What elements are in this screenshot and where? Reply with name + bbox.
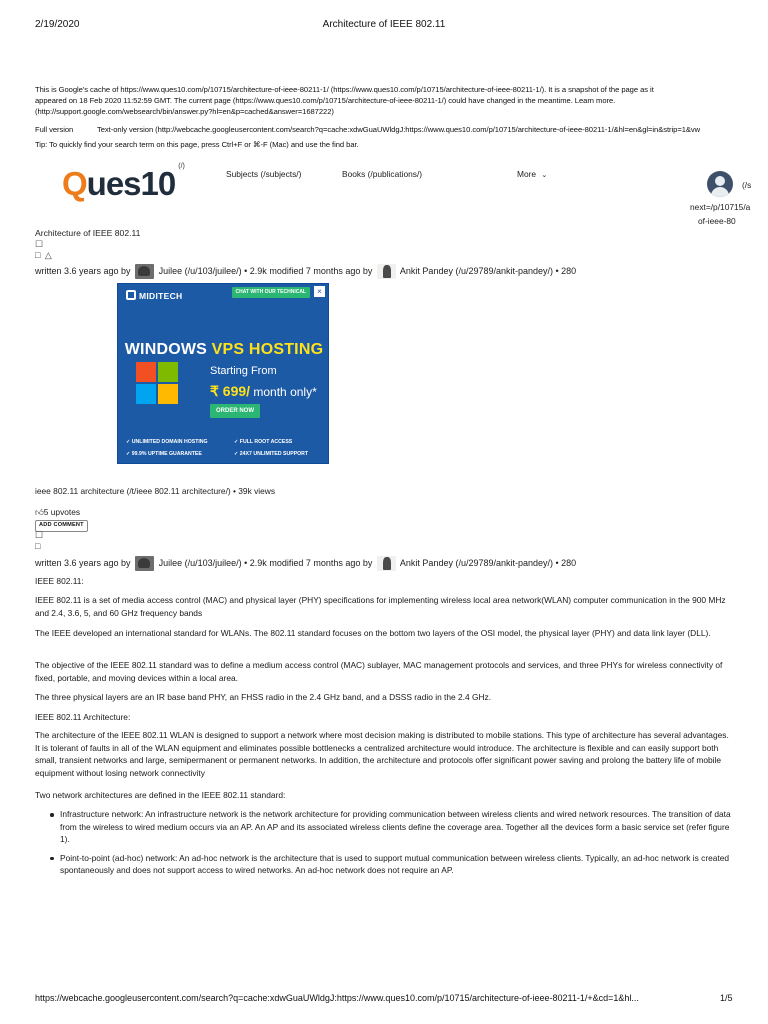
- bookmark-icon[interactable]: ☐: [35, 239, 44, 249]
- modified-label: modified 7 months ago by: [269, 265, 373, 276]
- ad-chat-button[interactable]: CHAT WITH OUR TECHNICAL: [232, 287, 310, 298]
- list-item-adhoc: Point-to-point (ad-hoc) network: An ad-hoc network is the architecture that is used to support mutual communication between wireless clients. Typically, an ad-hoc network is created spontaneously and does not support access to wired networks. An ad-hoc network does not require an AP.: [50, 852, 733, 877]
- cache-notice-line1[interactable]: This is Google's cache of https://www.ques10.com/p/10715/architecture-of-ieee-80211-1/ (https://www.ques10.com/p/10715/architecture-of-ieee-80211-1/). It is a snapshot of the page as it: [35, 85, 654, 94]
- ad-price-amount: ₹ 699/: [210, 383, 251, 399]
- windows-logo-icon: [136, 362, 180, 406]
- ad-headline-windows: WINDOWS: [124, 341, 208, 358]
- author-juilee-link[interactable]: Juilee (/u/103/juilee/) • 2.9k: [158, 265, 267, 276]
- bookmark-icon-2[interactable]: ☐: [35, 530, 44, 540]
- ad-close-icon[interactable]: ×: [314, 286, 325, 297]
- ad-headline: [118, 339, 329, 361]
- list-item-infrastructure: Infrastructure network: An infrastructure network is the network architecture for providing communication between wireless clients and wired network resources. The transition of data from the wireless to wired medium occurs via an AP. An AP and its associated wireless clients define the coverage area. Together all the devices form a basic service set (refer figure 1).: [50, 808, 733, 846]
- modified-label: modified 7 months ago by: [269, 557, 373, 568]
- ad-feature-1: ✓ UNLIMITED DOMAIN HOSTING: [126, 439, 208, 445]
- text-only-version-link[interactable]: Text-only version (http://webcache.googleusercontent.com/search?q=cache:xdwGuaUWldgJ:https://www.ques10.com/p/10715/architecture-of-ieee-80211-1/&hl=en&gl=in&strip=1&vw: [97, 125, 701, 134]
- nav-more-label: More: [517, 169, 537, 179]
- login-next-link-line2[interactable]: of-ieee-80: [698, 216, 736, 226]
- nav-subjects-link[interactable]: Subjects (/subjects/): [226, 169, 302, 179]
- ad-feature-2: ✓ FULL ROOT ACCESS: [234, 439, 293, 445]
- ad-order-now-button[interactable]: ORDER NOW: [210, 404, 260, 418]
- upvote-count: 5 upvotes: [43, 507, 81, 517]
- answer-meta: [35, 556, 576, 571]
- cache-tip: Tip: To quickly find your search term on this page, press Ctrl+F or ⌘-F (Mac) and use the find bar.: [35, 140, 359, 149]
- paragraph-4: The three physical layers are an IR base band PHY, an FHSS radio in the 2.4 GHz band, and a DSSS radio in the 2.4 GHz.: [35, 692, 492, 702]
- ad-price-suffix: month only*: [250, 385, 317, 399]
- author-juilee-link[interactable]: Juilee (/u/103/juilee/) • 2.9k: [158, 557, 267, 568]
- ad-price: [210, 382, 317, 401]
- print-date: 2/19/2020: [35, 19, 80, 30]
- thumbs-up-icon[interactable]: 👍︎: [35, 507, 44, 517]
- upvote-widget[interactable]: [35, 507, 80, 518]
- author-ankit-avatar[interactable]: [377, 556, 396, 571]
- logo-link-text: (/): [178, 163, 185, 170]
- author-ankit-link[interactable]: Ankit Pandey (/u/29789/ankit-pandey/) • 280: [399, 557, 577, 568]
- author-ankit-link[interactable]: Ankit Pandey (/u/29789/ankit-pandey/) • 280: [399, 265, 577, 276]
- written-label: written 3.6 years ago by: [35, 557, 131, 568]
- author-juilee-avatar[interactable]: [135, 556, 154, 571]
- logo-wordmark: ues10: [86, 165, 176, 202]
- paragraph-5: The architecture of the IEEE 802.11 WLAN is designed to support a network where most decision making is distributed to mobile stations. This type of architecture has several advantages. It is tolerant of faults in all of the WLAN equipment and eliminates possible bottlenecks a centralized architecture would introduce. The architecture is flexible and can easily support both small, transient networks and large, semipermanent or permanent networks. In addition, the architecture and protocols offer significant power saving and prolong the battery life of mobile equipment without losing network connectivity: [35, 730, 729, 778]
- follow-icons[interactable]: □ △: [35, 250, 53, 260]
- site-logo[interactable]: [62, 162, 185, 207]
- paragraph-2: The IEEE developed an international standard for WLANs. The 802.11 standard focuses on the bottom two layers of the OSI model, the physical layer (PHY) and data link layer (DLL).: [35, 628, 711, 638]
- post-meta: [35, 264, 576, 279]
- author-juilee-avatar[interactable]: [135, 264, 154, 279]
- paragraph-3: The objective of the IEEE 802.11 standard was to define a medium access control (MAC) sublayer, MAC management protocols and services, and three PHYs for wireless connectivity of fixed, portable, and moving devices within a local area.: [35, 660, 723, 683]
- cache-learn-more-link[interactable]: (http://support.google.com/websearch/bin/answer.py?hl=en&p=cached&answer=1687222): [35, 107, 334, 116]
- ad-feature-4: ✓ 24X7 UNLIMITED SUPPORT: [234, 451, 309, 457]
- ad-banner[interactable]: [117, 283, 329, 464]
- brand-logo-icon: [126, 290, 136, 300]
- user-profile-link[interactable]: (/s: [742, 180, 752, 190]
- paragraph-6: Two network architectures are defined in the IEEE 802.11 standard:: [35, 790, 286, 800]
- heading-architecture: IEEE 802.11 Architecture:: [35, 712, 131, 722]
- user-avatar-icon[interactable]: [707, 171, 733, 197]
- ad-brand-name: MIDITECH: [139, 291, 183, 301]
- full-version-link[interactable]: Full version: [35, 125, 74, 134]
- ad-brand: [126, 290, 182, 302]
- footer-page-number: 1/5: [720, 993, 733, 1003]
- add-comment-button[interactable]: ADD COMMENT: [35, 520, 88, 532]
- copy-icon[interactable]: □: [35, 541, 41, 551]
- footer-url: https://webcache.googleusercontent.com/search?q=cache:xdwGuaUWldgJ:https://www.ques10.com/p/10715/architecture-of-ieee-80211-1/+&cd=1&hl...: [35, 993, 639, 1003]
- author-ankit-avatar[interactable]: [377, 264, 396, 279]
- nav-more-dropdown[interactable]: [517, 169, 547, 180]
- login-next-link-line1[interactable]: next=/p/10715/a: [690, 202, 751, 212]
- ad-headline-vps: VPS HOSTING: [207, 341, 324, 358]
- ad-starting-from: Starting From: [210, 365, 277, 377]
- chevron-down-icon: ⌄: [541, 172, 548, 179]
- paragraph-1: IEEE 802.11 is a set of media access control (MAC) and physical layer (PHY) specifications for implementing wireless local area network(WLAN) computer communication in the 900 MHz and 2.4, 3.6, 5, and 60 GHz frequency bands: [35, 595, 726, 618]
- written-label: written 3.6 years ago by: [35, 265, 131, 276]
- post-title: Architecture of IEEE 802.11: [35, 228, 141, 238]
- print-title: Architecture of IEEE 802.11: [322, 19, 446, 30]
- heading-ieee-80211: IEEE 802.11:: [35, 576, 84, 586]
- tag-link[interactable]: ieee 802.11 architecture (/t/ieee 802.11 architecture/) • 39k views: [35, 486, 276, 496]
- nav-books-link[interactable]: Books (/publications/): [342, 169, 423, 179]
- ad-feature-3: ✓ 99.9% UPTIME GUARANTEE: [126, 451, 202, 457]
- logo-q-letter: Q: [62, 165, 87, 202]
- architecture-list: [50, 808, 733, 883]
- cache-notice-line2[interactable]: appeared on 18 Feb 2020 11:52:59 GMT. The current page (https://www.ques10.com/p/10715/architecture-of-ieee-80211-1/) could have changed in the meantime. Learn more.: [35, 96, 616, 105]
